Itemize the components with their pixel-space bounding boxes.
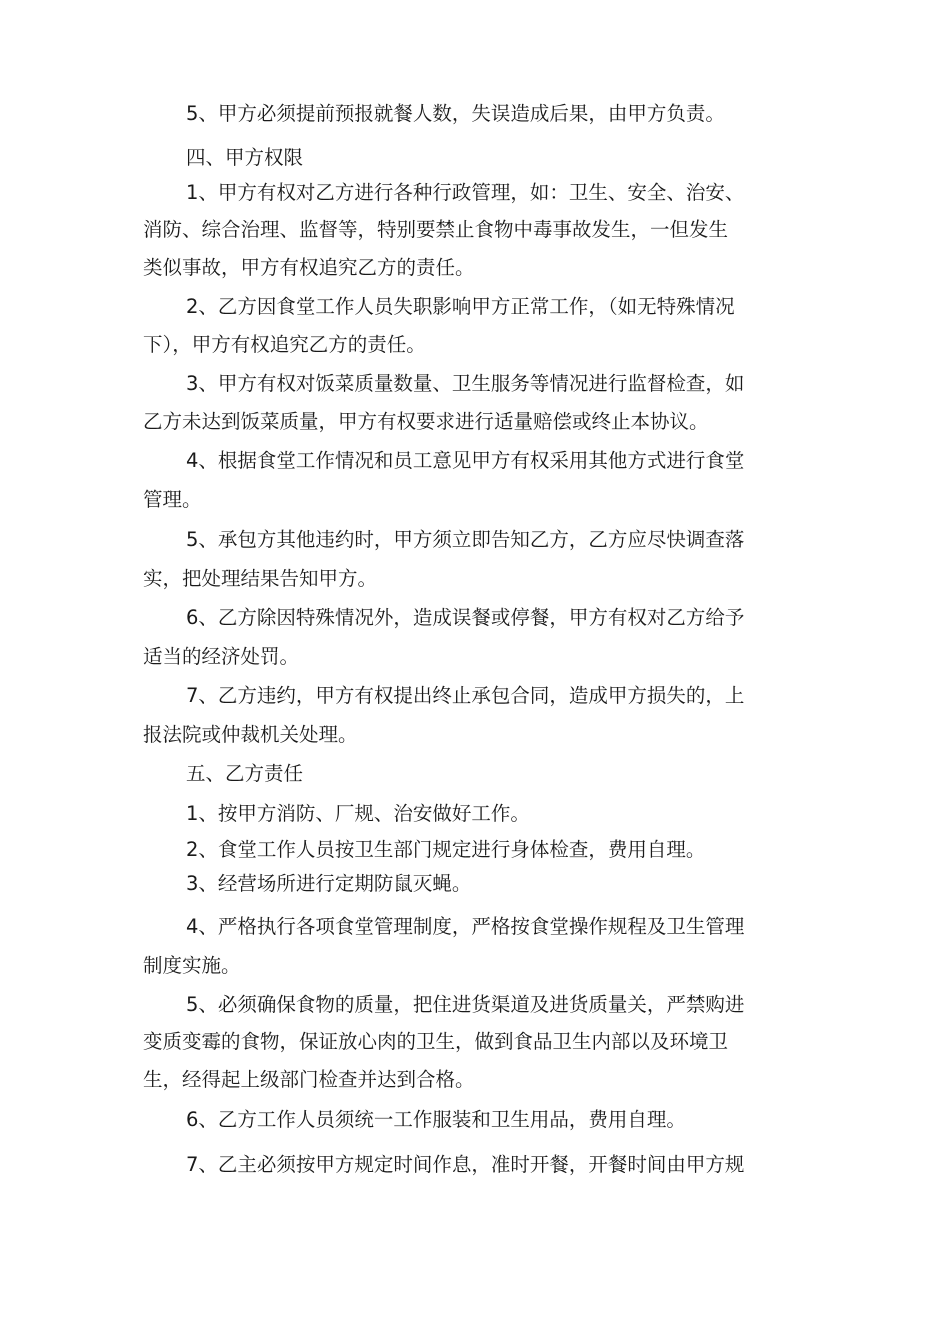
text-line: 5、甲方必须提前预报就餐人数，失误造成后果，由甲方负责。 — [186, 102, 725, 125]
text-line: 6、乙方工作人员须统一工作服装和卫生用品，费用自理。 — [186, 1108, 686, 1131]
text-line: 下），甲方有权追究乙方的责任。 — [143, 333, 426, 356]
text-line: 乙方未达到饭菜质量，甲方有权要求进行适量赔偿或终止本协议。 — [143, 410, 709, 433]
text-line: 4、严格执行各项食堂管理制度，严格按食堂操作规程及卫生管理 — [186, 915, 745, 938]
text-line: 1、按甲方消防、厂规、治安做好工作。 — [186, 802, 530, 825]
text-line: 类似事故，甲方有权追究乙方的责任。 — [143, 256, 475, 279]
text-line: 消防、综合治理、监督等，特别要禁止食物中毒事故发生，一但发生 — [143, 218, 729, 241]
text-line: 3、经营场所进行定期防鼠灭蝇。 — [186, 872, 472, 895]
text-line: 3、甲方有权对饭菜质量数量、卫生服务等情况进行监督检查，如 — [186, 372, 745, 395]
text-line: 4、根据食堂工作情况和员工意见甲方有权采用其他方式进行食堂 — [186, 449, 745, 472]
text-line: 5、承包方其他违约时，甲方须立即告知乙方，乙方应尽快调查落 — [186, 528, 745, 551]
text-line: 6、乙方除因特殊情况外，造成误餐或停餐，甲方有权对乙方给予 — [186, 606, 745, 629]
text-line: 变质变霉的食物，保证放心肉的卫生，做到食品卫生内部以及环境卫 — [143, 1030, 729, 1053]
text-line: 7、乙主必须按甲方规定时间作息，准时开餐，开餐时间由甲方规 — [186, 1153, 745, 1176]
text-line: 5、必须确保食物的质量，把住进货渠道及进货质量关，严禁购进 — [186, 993, 745, 1016]
section-heading: 五、乙方责任 — [186, 762, 304, 785]
text-line: 1、甲方有权对乙方进行各种行政管理，如：卫生、安全、治安、 — [186, 181, 745, 204]
text-line: 生，经得起上级部门检查并达到合格。 — [143, 1068, 475, 1091]
text-line: 报法院或仲裁机关处理。 — [143, 723, 358, 746]
text-line: 制度实施。 — [143, 954, 241, 977]
text-line: 2、乙方因食堂工作人员失职影响甲方正常工作，（如无特殊情况 — [186, 295, 735, 318]
section-heading: 四、甲方权限 — [186, 146, 304, 169]
text-line: 实，把处理结果告知甲方。 — [143, 567, 378, 590]
text-line: 2、食堂工作人员按卫生部门规定进行身体检查，费用自理。 — [186, 838, 706, 861]
text-line: 适当的经济处罚。 — [143, 645, 300, 668]
text-line: 7、乙方违约，甲方有权提出终止承包合同，造成甲方损失的，上 — [186, 684, 745, 707]
text-line: 管理。 — [143, 488, 202, 511]
